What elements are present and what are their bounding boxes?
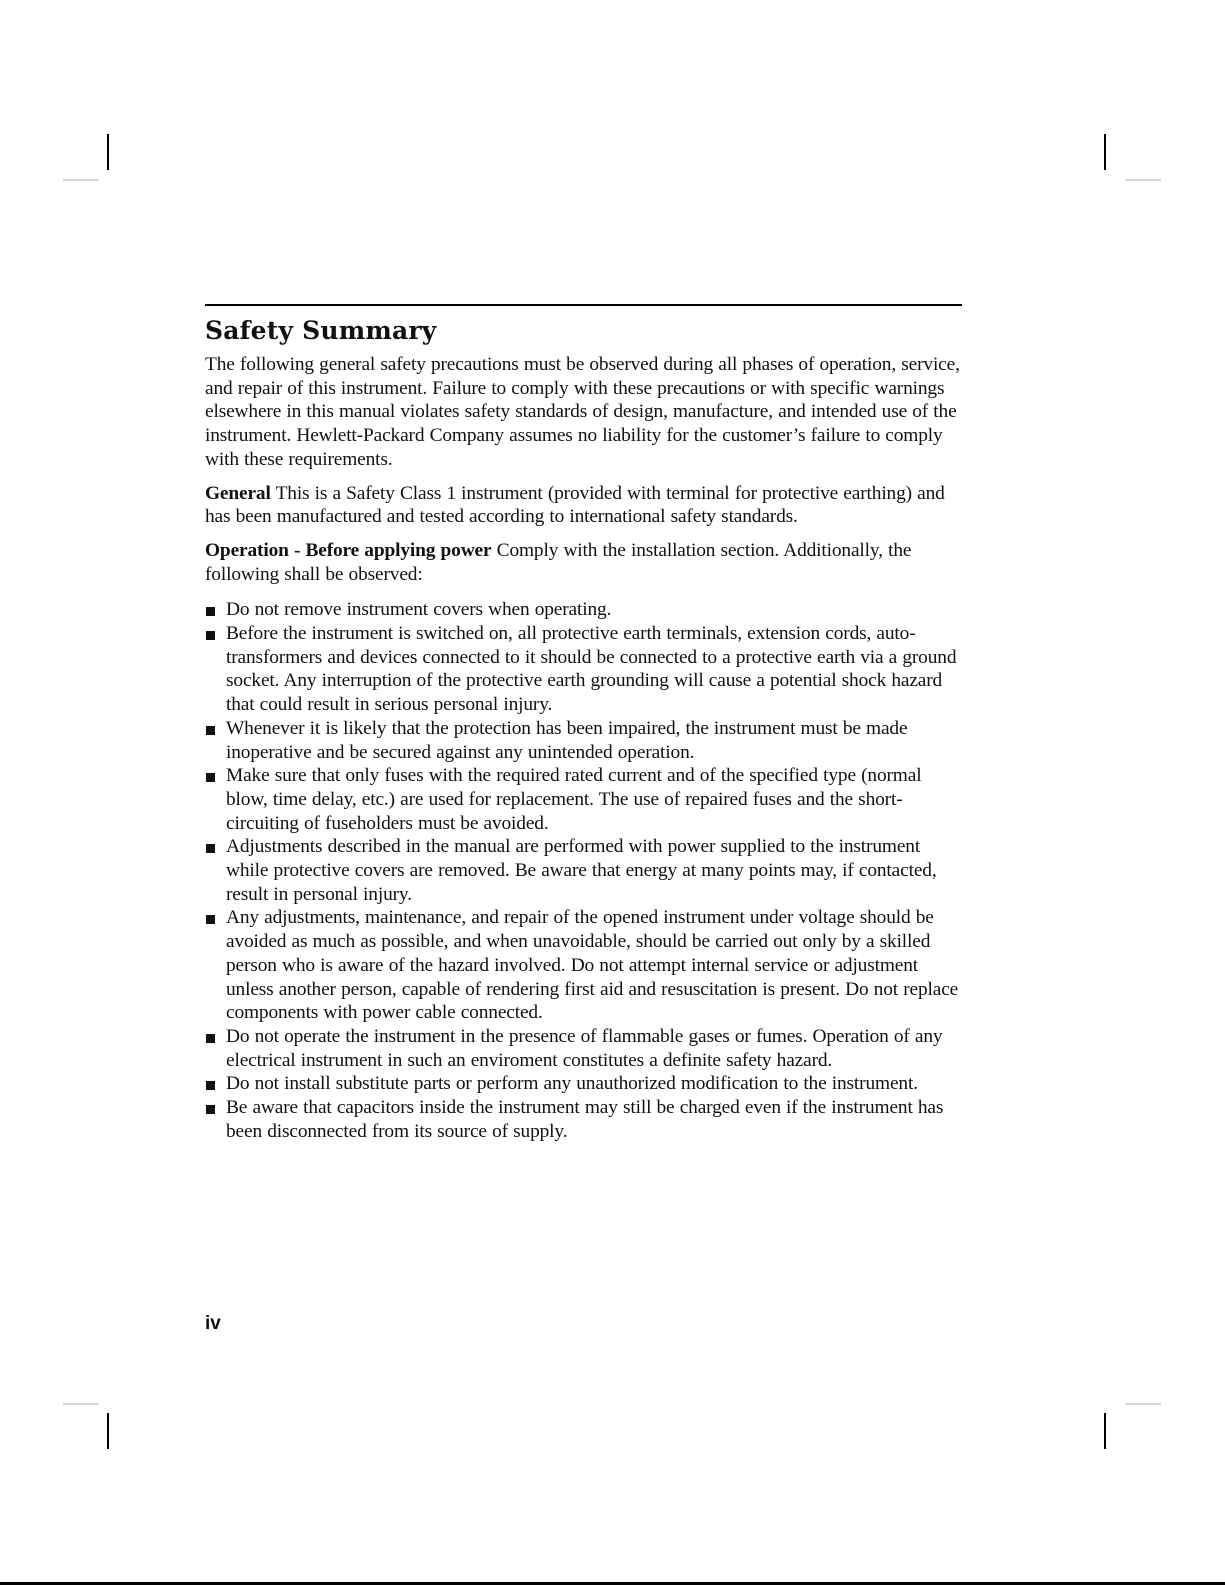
general-paragraph — [205, 482, 962, 529]
crop-mark-top-left-h — [63, 179, 99, 181]
square-bullet-icon — [206, 1081, 215, 1090]
operation-paragraph — [205, 539, 962, 586]
list-item: Do not remove instrument covers when operating. — [205, 598, 962, 622]
list-item: Adjustments described in the manual are performed with power supplied to the instrument while protective covers are removed. Be aware that energy at many points may, if contacted, result in personal injury. — [205, 835, 962, 906]
list-item: Do not install substitute parts or perform any unauthorized modification to the instrument. — [205, 1072, 962, 1096]
square-bullet-icon — [206, 726, 215, 735]
page-number: iv — [205, 1313, 221, 1334]
square-bullet-icon — [206, 607, 215, 616]
crop-mark-top-right — [1104, 134, 1106, 170]
intro-paragraph: The following general safety precautions must be observed during all phases of operation, service, and repair of this instrument. Failure to comply with these precautions or with specific warnings elsewhere in this manual violates safety standards of design, manufacture, and intended use of the instrument. Hewlett-Packard Company assumes no liability for the customer’s failure to comply with these requirements. — [205, 354, 960, 470]
square-bullet-icon — [206, 844, 215, 853]
page-title: Safety Summary — [205, 316, 437, 345]
square-bullet-icon — [206, 1105, 215, 1114]
crop-mark-top-right-h — [1125, 179, 1161, 181]
crop-mark-bottom-left-h — [63, 1403, 99, 1405]
crop-mark-bottom-left — [107, 1413, 109, 1449]
square-bullet-icon — [206, 773, 215, 782]
list-item: Do not operate the instrument in the presence of flammable gases or fumes. Operation of any electrical instrument in such an enviroment constitutes a definite safety hazard. — [205, 1025, 962, 1072]
operation-text: Comply with the installation section. Additionally, the following shall be observed: — [205, 539, 912, 585]
list-item: Make sure that only fuses with the required rated current and of the specified type (normal blow, time delay, etc.) are used for replacement. The use of repaired fuses and the short-circuiting of fuseholders must be avoided. — [205, 764, 962, 835]
heading-rule — [205, 304, 962, 306]
square-bullet-icon — [206, 631, 215, 640]
square-bullet-icon — [206, 915, 215, 924]
general-label: General — [205, 482, 271, 504]
crop-mark-bottom-right — [1104, 1413, 1106, 1449]
list-item: Be aware that capacitors inside the instrument may still be charged even if the instrument has been disconnected from its source of supply. — [205, 1096, 962, 1143]
list-item: Before the instrument is switched on, all protective earth terminals, extension cords, auto-transformers and devices connected to it should be connected to a protective earth via a ground socket. Any interruption of the protective earth grounding will cause a potential shock hazard that could result in serious personal injury. — [205, 622, 962, 717]
list-item: Whenever it is likely that the protection has been impaired, the instrument must be made inoperative and be secured against any unintended operation. — [205, 717, 962, 764]
general-text: This is a Safety Class 1 instrument (provided with terminal for protective earthing) and has been manufactured and tested according to international safety standards. — [205, 482, 945, 528]
safety-list — [205, 598, 962, 1143]
operation-label: Operation - Before applying power — [205, 539, 492, 561]
list-item: Any adjustments, maintenance, and repair of the opened instrument under voltage should be avoided as much as possible, and when unavoidable, should be carried out only by a skilled person who is aware of the hazard involved. Do not attempt internal service or adjustment unless another person, capable of rendering first aid and resuscitation is present. Do not replace components with power cable connected. — [205, 906, 962, 1025]
page-content — [205, 304, 962, 1144]
crop-mark-bottom-right-h — [1125, 1403, 1161, 1405]
square-bullet-icon — [206, 1034, 215, 1043]
crop-mark-top-left — [107, 134, 109, 170]
